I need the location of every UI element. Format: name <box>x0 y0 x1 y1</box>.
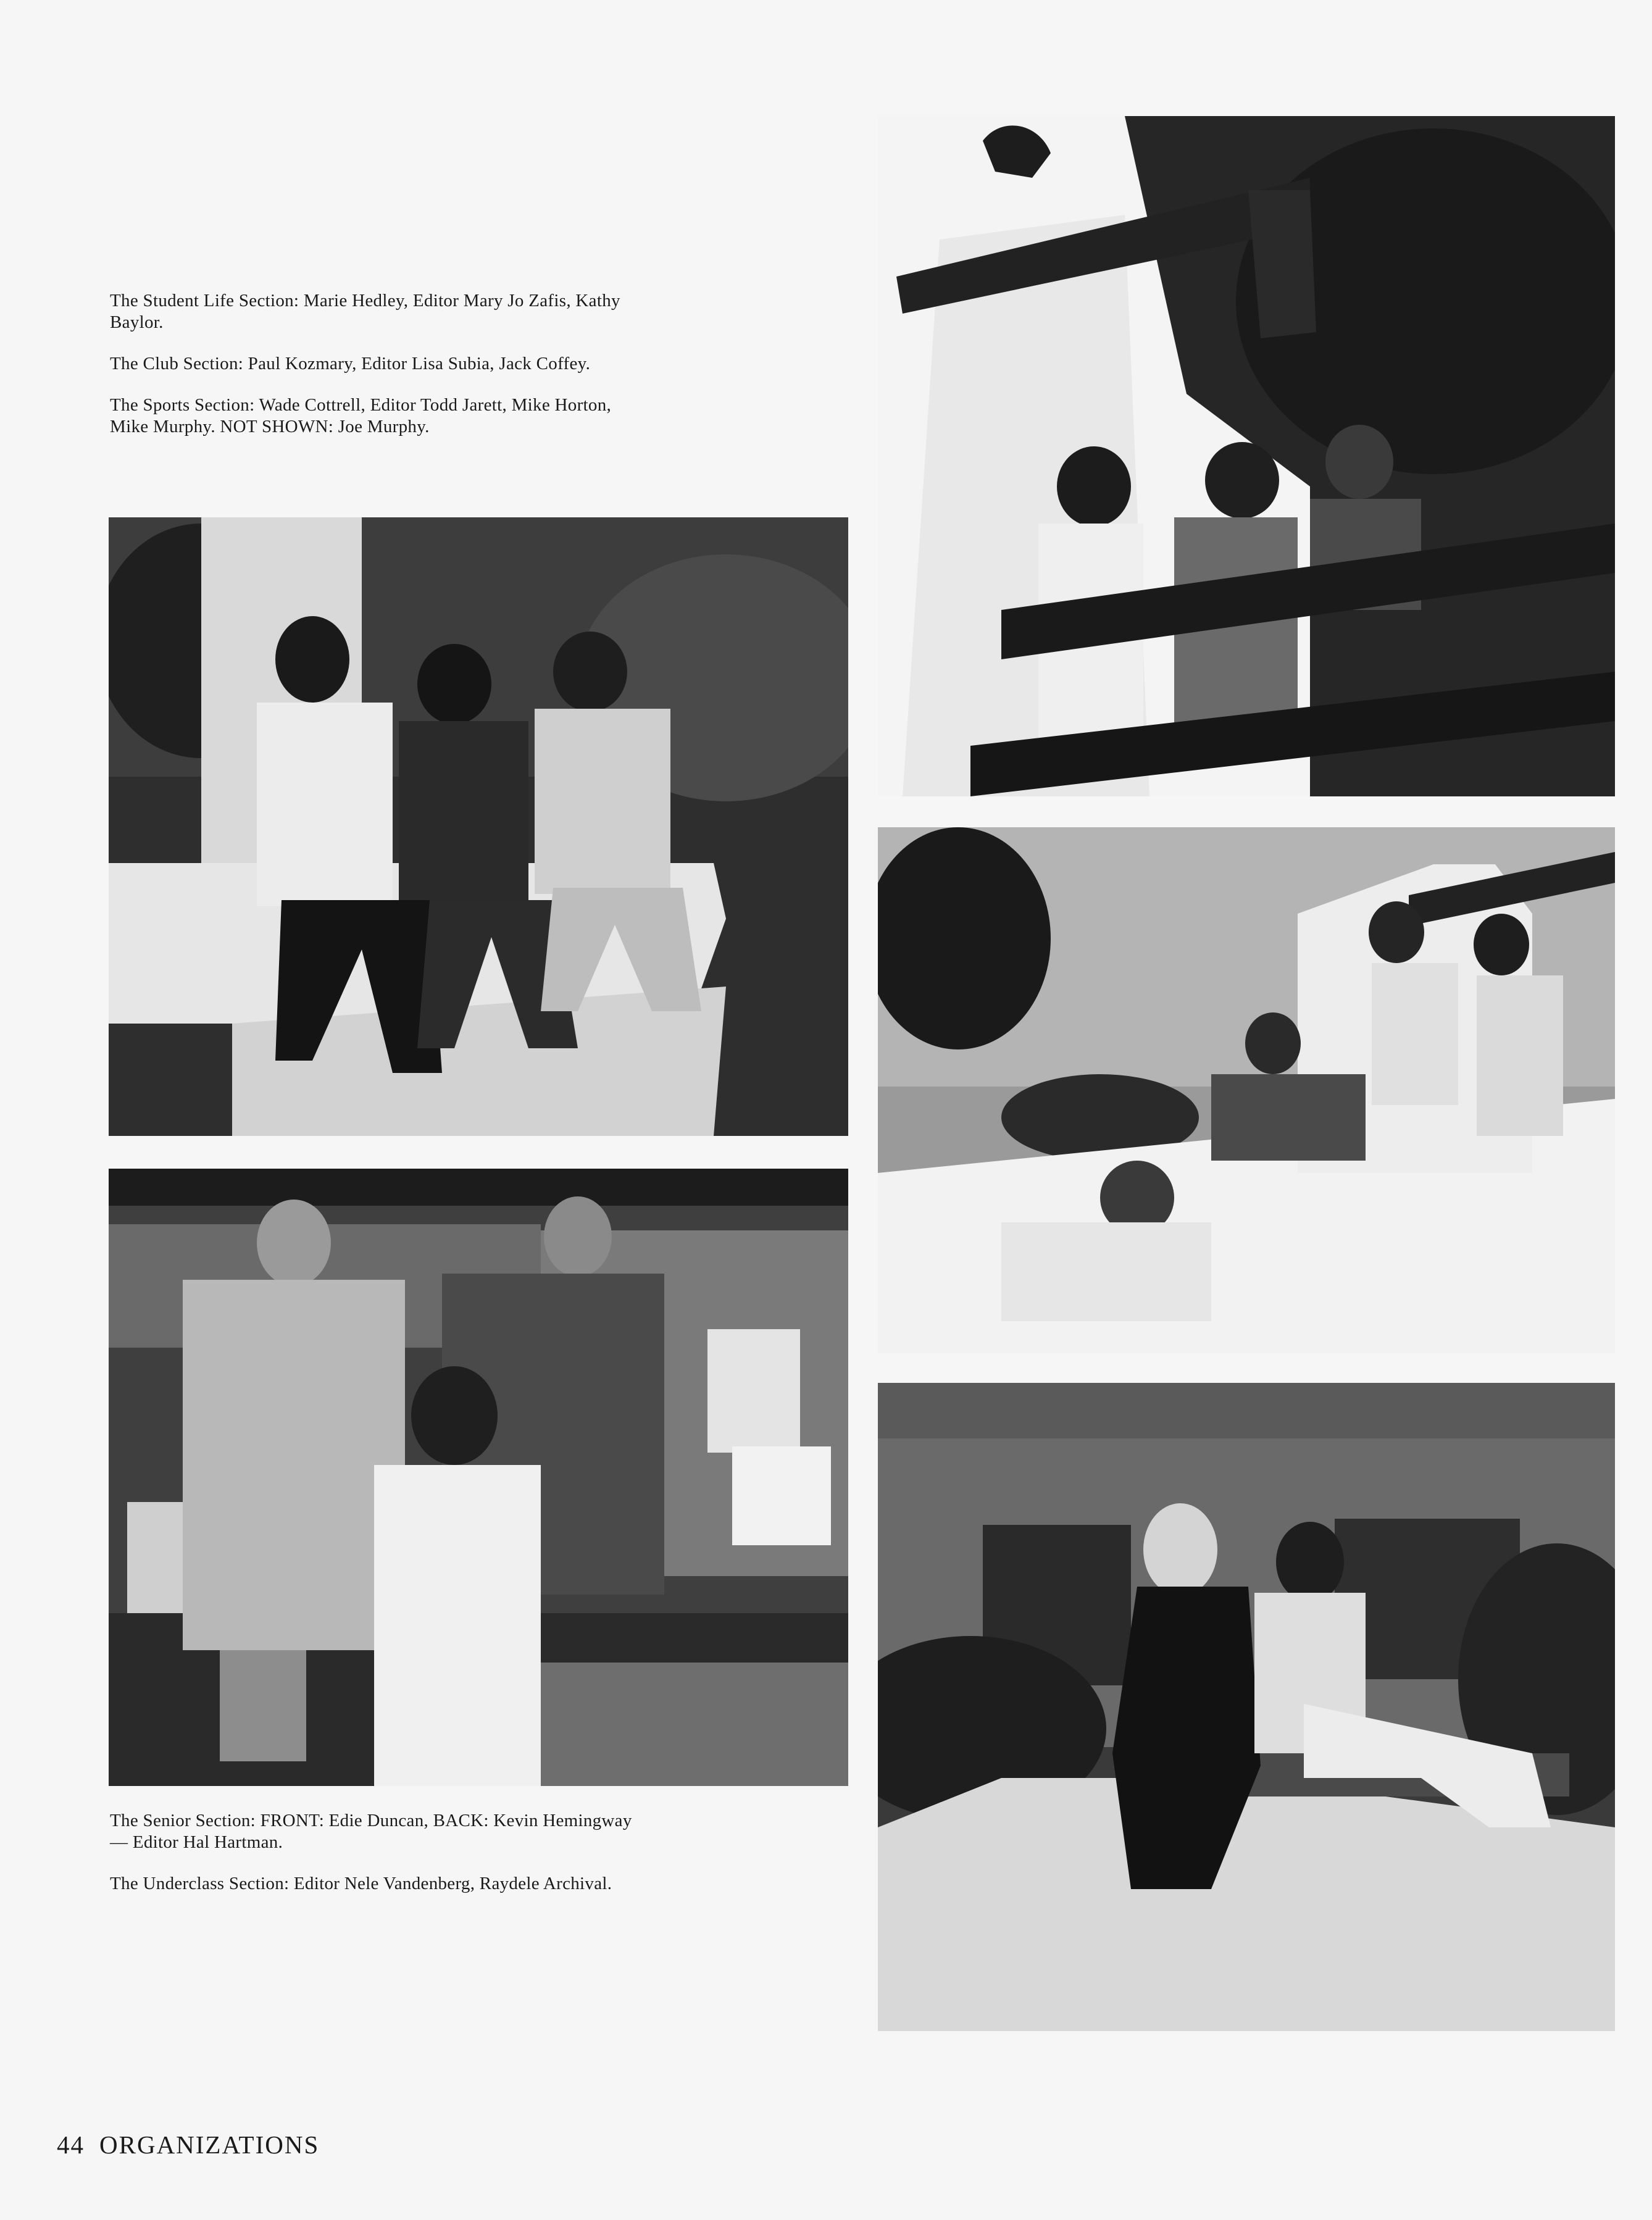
caption-senior: The Senior Section: FRONT: Edie Duncan, BACK: Kevin Hemingway — Editor Hal Hartman. <box>110 1811 632 1852</box>
photo-three-on-fountain <box>109 517 848 1136</box>
photo-three-in-art-room <box>109 1169 848 1786</box>
caption-underclass: The Underclass Section: Editor Nele Vandenberg, Raydele Archival. <box>110 1874 612 1893</box>
section-name: ORGANIZATIONS <box>99 2130 320 2159</box>
photo-three-on-balcony <box>878 116 1615 796</box>
caption-group-bottom <box>110 1810 641 1895</box>
caption-sports: The Sports Section: Wade Cottrell, Editor Todd Jarett, Mike Horton, Mike Murphy. NOT SHOWN: Joe Murphy. <box>110 395 612 436</box>
photo-two-on-wall <box>878 1383 1615 2031</box>
caption-group-top <box>110 290 641 438</box>
page-number: 44 <box>57 2130 85 2159</box>
page-folio <box>57 2130 319 2159</box>
caption-club: The Club Section: Paul Kozmary, Editor Lisa Subia, Jack Coffey. <box>110 354 591 373</box>
caption-student-life: The Student Life Section: Marie Hedley, Editor Mary Jo Zafis, Kathy Baylor. <box>110 291 620 332</box>
photo-group-on-rooftop <box>878 827 1615 1353</box>
